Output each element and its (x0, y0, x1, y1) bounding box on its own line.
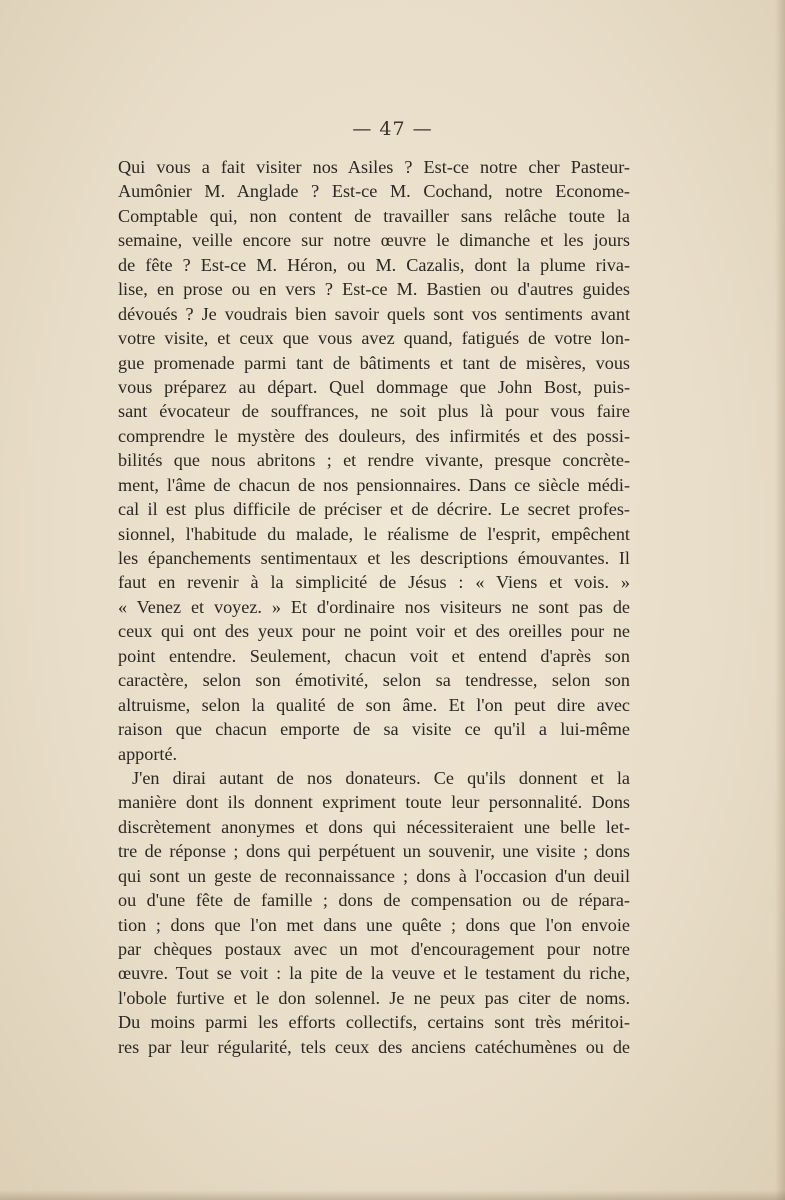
text-line: gue promenade parmi tant de bâtiments et tant de misères, vous (118, 352, 630, 373)
text-line: discrètement anonymes et dons qui nécessiteraient une belle let- (118, 816, 630, 837)
text-line: bilités que nous abritons ; et rendre vivante, presque concrète- (118, 450, 630, 471)
text-line: votre visite, et ceux que vous avez quand, fatigués de votre lon- (118, 328, 630, 349)
text-line: ment, l'âme de chacun de nos pensionnaires. Dans ce siècle médi- (118, 474, 630, 495)
page-edge-shadow-right (775, 0, 785, 1200)
text-line: dévoués ? Je voudrais bien savoir quels sont vos sentiments avant (118, 303, 630, 324)
page-edge-shadow-bottom (0, 1190, 785, 1200)
text-line: caractère, selon son émotivité, selon sa tendresse, selon son (118, 670, 630, 691)
body-text (118, 155, 630, 1059)
text-line: faut en revenir à la simplicité de Jésus : « Viens et vois. » (118, 572, 630, 593)
text-line: ou d'une fête de famille ; dons de compensation ou de répara- (118, 890, 630, 911)
text-line: vous préparez au départ. Quel dommage que John Bost, puis- (118, 376, 630, 397)
text-line: les épanchements sentimentaux et les descriptions émouvantes. Il (118, 548, 630, 568)
text-line: sionnel, l'habitude du malade, le réalisme de l'esprit, empêchent (118, 523, 630, 544)
text-line: œuvre. Tout se voit : la pite de la veuve et le testament du riche, (118, 963, 630, 984)
text-line: par chèques postaux avec un mot d'encouragement pour notre (118, 939, 630, 959)
text-line: Du moins parmi les efforts collectifs, certains sont très méritoi- (118, 1012, 630, 1033)
text-line: Comptable qui, non content de travailler sans relâche toute la (118, 205, 630, 226)
text-line: qui sont un geste de reconnaissance ; dons à l'occasion d'un deuil (118, 865, 630, 886)
text-line: tre de réponse ; dons qui perpétuent un souvenir, une visite ; dons (118, 841, 630, 862)
text-line: sant évocateur de souffrances, ne soit plus là pour vous faire (118, 401, 630, 422)
text-line: J'en dirai autant de nos donateurs. Ce qu'ils donnent et la (132, 767, 630, 788)
text-line: point entendre. Seulement, chacun voit et entend d'après son (118, 645, 630, 666)
text-line: manière dont ils donnent expriment toute leur personnalité. Dons (118, 792, 630, 813)
text-line: l'obole furtive et le don solennel. Je ne peux pas citer de noms. (118, 987, 630, 1008)
text-line: comprendre le mystère des douleurs, des infirmités et des possi- (118, 425, 630, 446)
text-line: ceux qui ont des yeux pour ne point voir et des oreilles pour ne (118, 621, 630, 642)
text-line: altruisme, selon la qualité de son âme. Et l'on peut dire avec (118, 694, 630, 715)
text-line: raison que chacun emporte de sa visite ce qu'il a lui-même (118, 719, 630, 740)
text-line: cal il est plus difficile de préciser et de décrire. Le secret profes- (118, 499, 630, 520)
text-line: res par leur régularité, tels ceux des anciens catéchumènes ou de (118, 1036, 630, 1057)
text-line: Qui vous a fait visiter nos Asiles ? Est-ce notre cher Pasteur- (118, 157, 630, 177)
text-line: apporté. (118, 743, 178, 764)
text-line: de fête ? Est-ce M. Héron, ou M. Cazalis, dont la plume riva- (118, 254, 630, 275)
text-line: Aumônier M. Anglade ? Est-ce M. Cochand, notre Econome- (118, 181, 630, 202)
text-line: « Venez et voyez. » Et d'ordinaire nos visiteurs ne sont pas de (118, 596, 630, 617)
page-number: — 47 — (352, 118, 433, 140)
text-line: tion ; dons que l'on met dans une quête ; dons que l'on envoie (118, 914, 630, 935)
text-line: lise, en prose ou en vers ? Est-ce M. Bastien ou d'autres guides (118, 279, 630, 300)
text-line: semaine, veille encore sur notre œuvre le dimanche et les jours (118, 230, 630, 251)
